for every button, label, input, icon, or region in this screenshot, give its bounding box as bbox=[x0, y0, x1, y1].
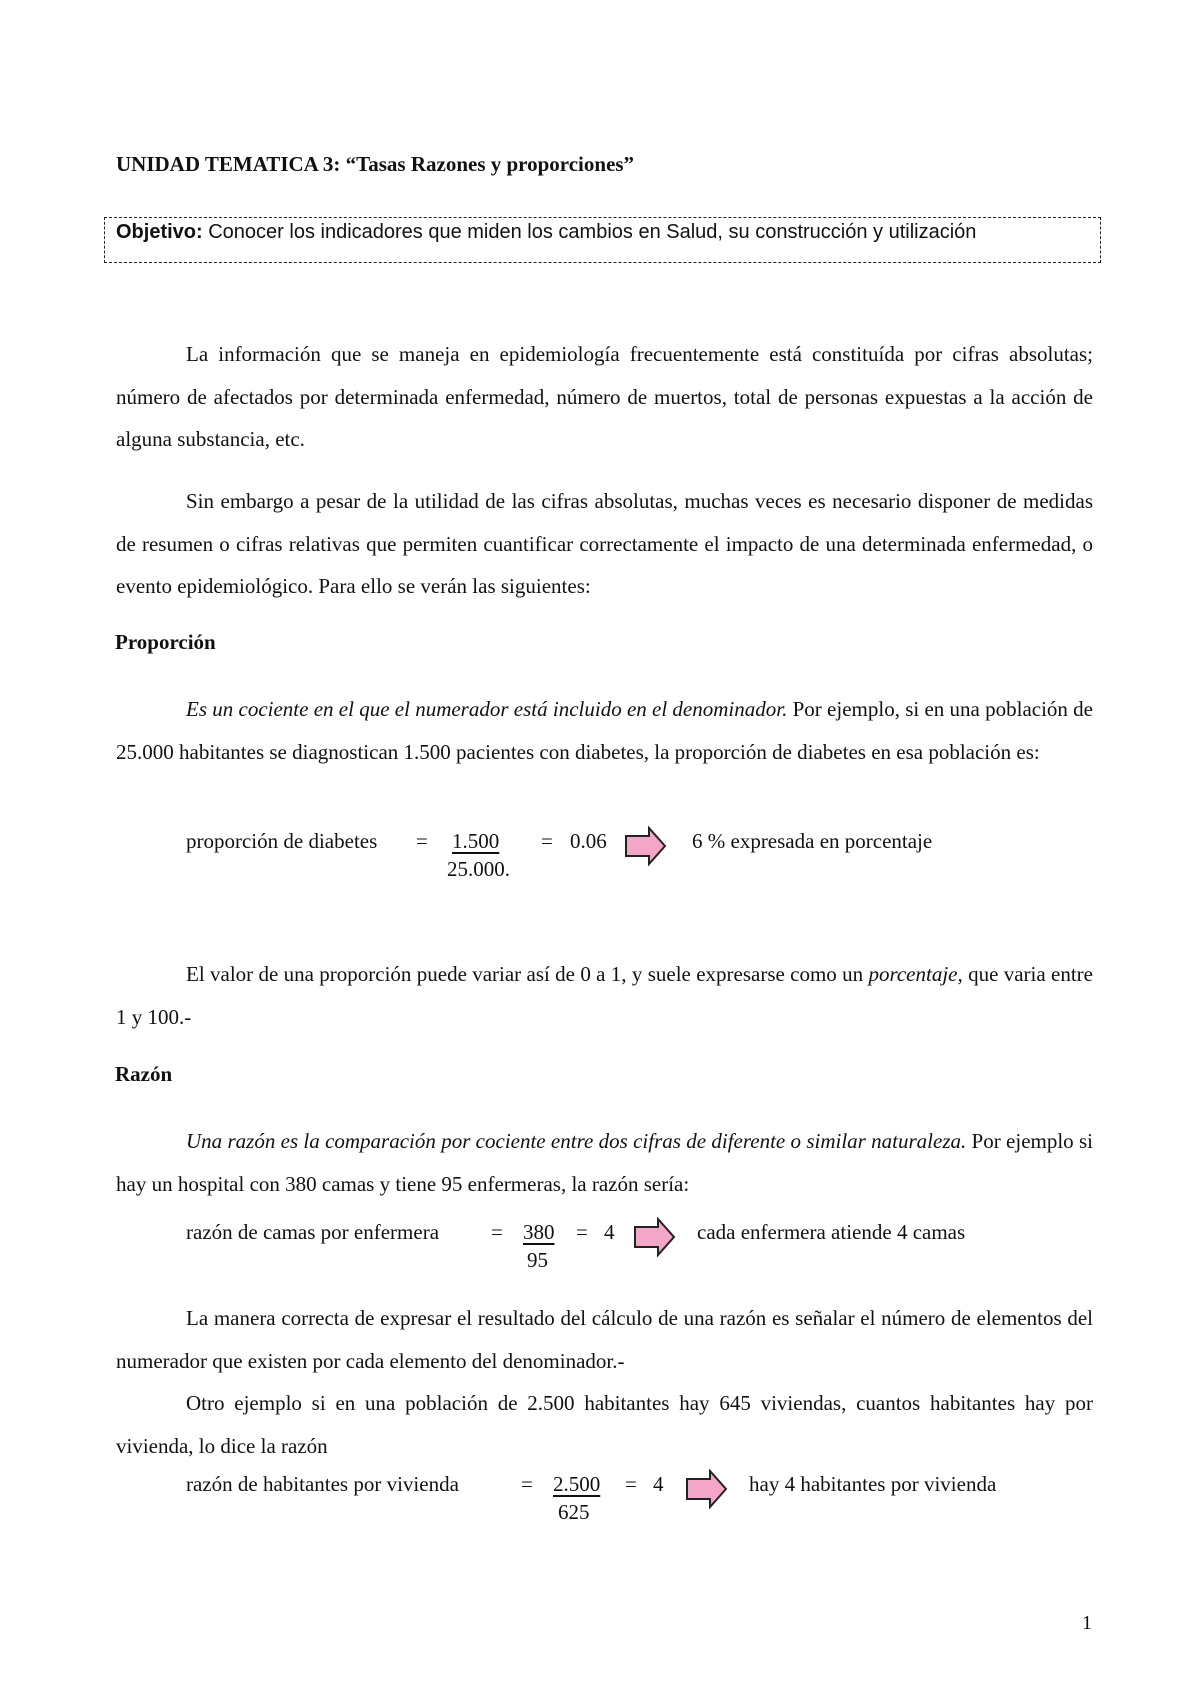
razon-formula1-note: cada enfermera atiende 4 camas bbox=[697, 1220, 966, 1244]
objective-label: Objetivo: bbox=[116, 221, 203, 243]
heading-proporcion: Proporción bbox=[115, 630, 216, 654]
range-text-before: El valor de una proporción puede variar así de 0 a 1, y suele expresarse como un bbox=[186, 962, 869, 986]
right-arrow-icon bbox=[686, 1469, 728, 1509]
razon-formula2-result: 4 bbox=[653, 1472, 664, 1496]
razon-formula2-note: hay 4 habitantes por vivienda bbox=[749, 1472, 997, 1496]
razon-formula2-numerator: 2.500 bbox=[553, 1472, 601, 1496]
razon-formula1-eq2: = bbox=[576, 1220, 588, 1244]
intro-paragraph-2: Sin embargo a pesar de la utilidad de las cifras absolutas, muchas veces es necesario disponer de medidas de resumen o cifras relativas que permiten cuantificar correctamente el impacto de una determinada enfermedad, o evento epidemiológico. Para ello se verán las siguientes: bbox=[116, 489, 1093, 598]
razon-definition-italic: Una razón es la comparación por cociente entre dos cifras de diferente o similar naturaleza. bbox=[186, 1129, 967, 1153]
proporcion-definition-italic: Es un cociente en el que el numerador está incluido en el denominador. bbox=[186, 697, 788, 721]
razon-formula2-eq1: = bbox=[521, 1472, 533, 1496]
page-number: 1 bbox=[1082, 1612, 1092, 1634]
razon-formula1-numerator: 380 bbox=[523, 1220, 555, 1244]
proporcion-range-paragraph bbox=[116, 953, 1093, 1038]
razon-formula2-denominator: 625 bbox=[558, 1500, 590, 1524]
proporcion-definition-rest: Por ejemplo, si en una población de 25.000 habitantes se diagnostican 1.500 pacientes con diabetes, la proporción de diabetes en esa población es: bbox=[116, 697, 1093, 764]
razon-formula1-denominator: 95 bbox=[527, 1248, 548, 1272]
razon-definition-rest: Por ejemplo si hay un hospital con 380 camas y tiene 95 enfermeras, la razón sería: bbox=[116, 1129, 1093, 1196]
proporcion-formula-result: 0.06 bbox=[570, 829, 607, 853]
razon-formula2-label: razón de habitantes por vivienda bbox=[186, 1472, 459, 1496]
proporcion-formula-numerator: 1.500 bbox=[452, 829, 500, 853]
razon-formula1-eq1: = bbox=[491, 1220, 503, 1244]
razon-example2: Otro ejemplo si en una población de 2.500 habitantes hay 645 viviendas, cuantos habitantes hay por vivienda, lo dice la razón bbox=[116, 1391, 1093, 1458]
razon-formula1-result: 4 bbox=[604, 1220, 615, 1244]
razon-formula1-label: razón de camas por enfermera bbox=[186, 1220, 440, 1244]
proporcion-formula-eq1: = bbox=[416, 829, 428, 853]
razon-definition bbox=[116, 1120, 1093, 1205]
proporcion-formula-denominator: 25.000. bbox=[447, 857, 510, 881]
right-arrow-icon bbox=[625, 826, 667, 866]
intro-paragraph-1: La información que se maneja en epidemiología frecuentemente está constituída por cifras absolutas; número de afectados por determinada enfermedad, número de muertos, total de personas expuestas a la acción de alguna substancia, etc. bbox=[116, 342, 1093, 451]
heading-razon: Razón bbox=[115, 1062, 173, 1086]
range-text-italic: porcentaje, bbox=[868, 962, 963, 986]
proporcion-formula-label: proporción de diabetes bbox=[186, 829, 378, 853]
proporcion-formula-eq2: = bbox=[541, 829, 553, 853]
right-arrow-icon bbox=[634, 1217, 676, 1257]
range-text-after: que varia entre 1 y 100.- bbox=[116, 962, 1093, 1029]
razon-formula2-eq2: = bbox=[625, 1472, 637, 1496]
proporcion-definition bbox=[116, 688, 1093, 773]
objective-text bbox=[116, 221, 976, 244]
razon-explanation: La manera correcta de expresar el resultado del cálculo de una razón es señalar el número de elementos del numerador que existen por cada elemento del denominador.- bbox=[116, 1306, 1093, 1373]
page-title: UNIDAD TEMATICA 3: “Tasas Razones y proporciones” bbox=[116, 152, 635, 176]
proporcion-formula-note: 6 % expresada en porcentaje bbox=[692, 829, 933, 853]
objective-body: Conocer los indicadores que miden los cambios en Salud, su construcción y utilización bbox=[202, 221, 977, 243]
